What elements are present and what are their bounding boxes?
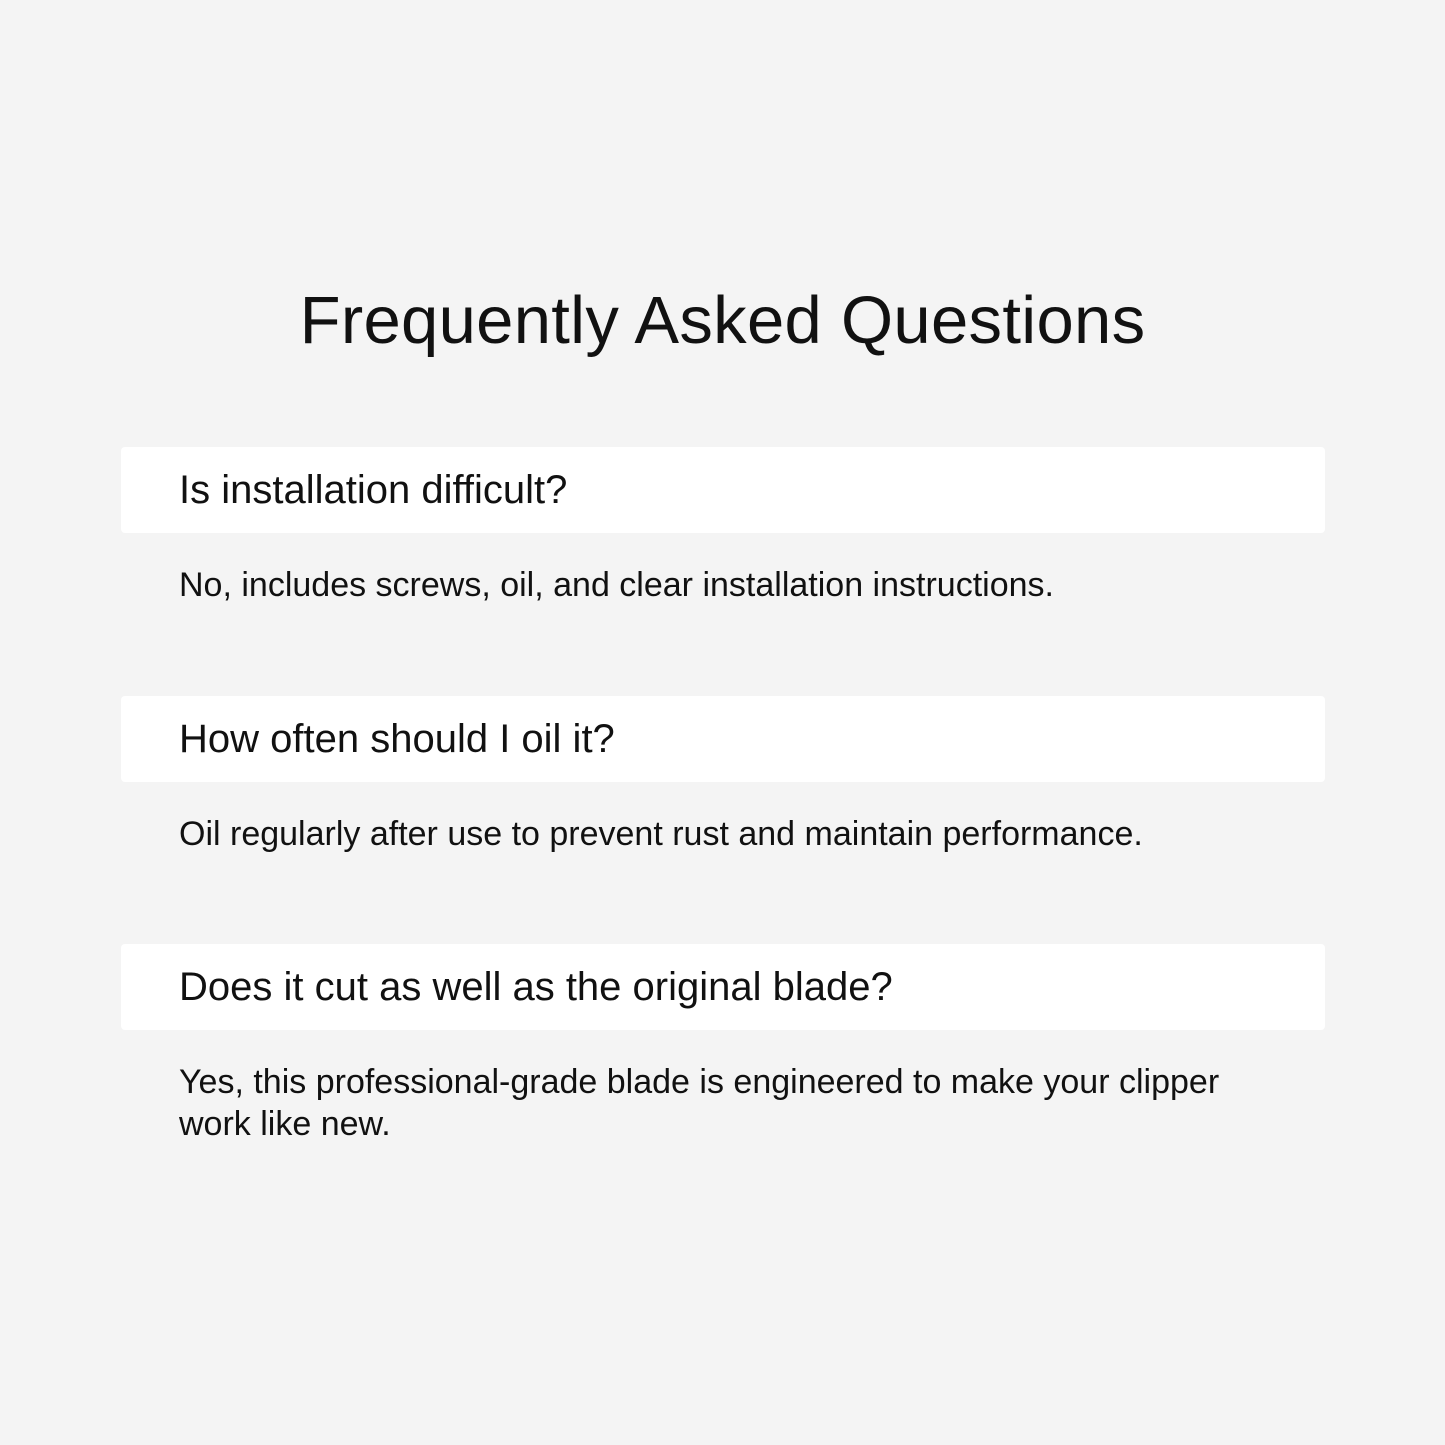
faq-question-box[interactable] — [121, 696, 1325, 782]
faq-question: Does it cut as well as the original blade? — [179, 965, 893, 1009]
faq-answer: Oil regularly after use to prevent rust and maintain performance. — [179, 815, 1143, 853]
faq-question: How often should I oil it? — [179, 717, 615, 761]
faq-answer: Yes, this professional-grade blade is engineered to make your clipper work like new. — [179, 1063, 1220, 1143]
faq-item-installation — [121, 447, 1325, 604]
faq-question: Is installation difficult? — [179, 468, 568, 512]
page-title: Frequently Asked Questions — [299, 283, 1146, 358]
faq-item-cutting — [121, 944, 1325, 1143]
faq-question-box[interactable] — [121, 447, 1325, 533]
faq-question-box[interactable] — [121, 944, 1325, 1030]
faq-item-oiling — [121, 696, 1325, 853]
faq-answer: No, includes screws, oil, and clear installation instructions. — [179, 566, 1054, 604]
